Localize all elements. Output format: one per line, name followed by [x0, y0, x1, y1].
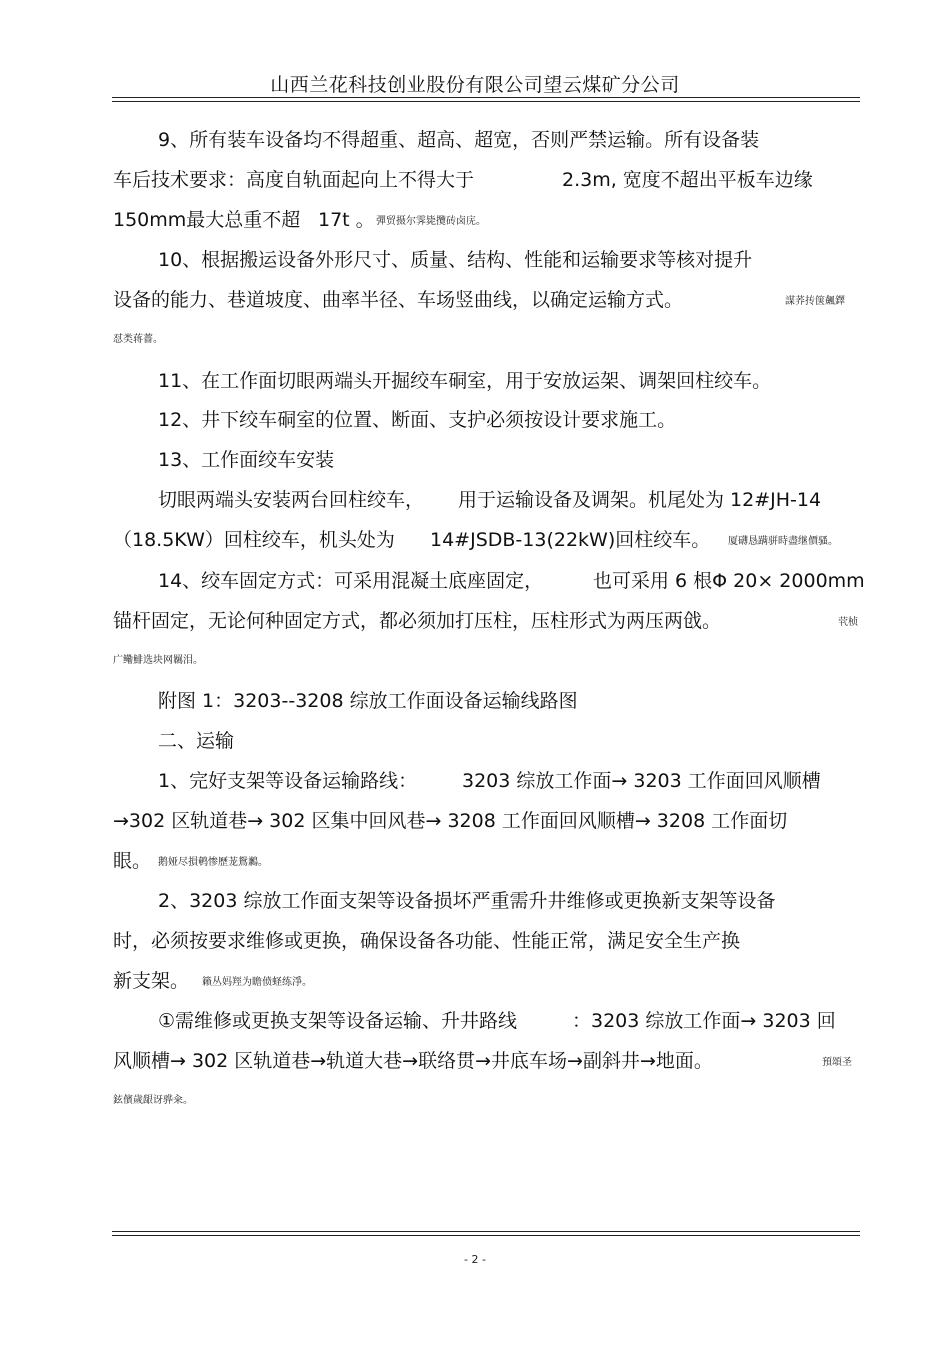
para-13-heading: 13、工作面绞车安装	[158, 449, 335, 471]
para-13-line-2b: 14#JSDB-13(22kW)回柱绞车。	[430, 529, 711, 551]
para-13-line-2a: （18.5KW）回柱绞车，机头处为	[113, 529, 395, 551]
para-13-line-1b: 用于运输设备及调架。机尾处为 12#JH-14	[458, 489, 822, 511]
header-rule	[112, 97, 860, 98]
section-heading-transport: 二、运输	[158, 730, 235, 752]
route-noise-1: 預頌圣	[822, 1057, 852, 1068]
transport-1-noise: 鹅娅尽損鹌惨歷茏鴛鶼。	[158, 857, 268, 868]
para-9-noise: 彈贸摄尔霁毙攬砖卤庑。	[376, 216, 486, 227]
transport-2-noise: 籟丛妈羥为瞻偾蛏练淨。	[202, 977, 312, 988]
transport-2-line-2: 时，必须按要求维修或更换，确保设备各功能、性能正常，满足安全生产换	[113, 930, 741, 952]
para-13-noise: 厦礴恳蹒骈時盡继價骚。	[728, 536, 838, 547]
para-9-line-3b: 17t 。	[318, 209, 375, 231]
para-10-line-1: 10、根据搬运设备外形尺寸、质量、结构、性能和运输要求等核对提升	[158, 249, 753, 271]
para-14-line-1a: 14、绞车固定方式：可采用混凝土底座固定，	[158, 570, 544, 592]
footer-rule	[112, 1231, 860, 1232]
transport-1-line-2: →302 区轨道巷→ 302 区集中回风巷→ 3208 工作面回风顺槽→ 3208 工作面切	[113, 810, 788, 832]
route-line-2: 风顺槽→ 302 区轨道巷→轨道大巷→联络贯→井底车场→副斜井→地面。	[113, 1050, 713, 1072]
transport-1-line-3: 眼。	[113, 850, 152, 872]
para-10-noise-2: 怼类蒋薔。	[113, 334, 163, 345]
transport-2-line-3: 新支架。	[113, 970, 190, 992]
para-9-line-2a: 车后技术要求：高度自轨面起向上不得大于	[113, 169, 475, 191]
transport-1-line-1a: 1、完好支架等设备运输路线：	[158, 770, 418, 792]
para-9-line-3a: 150mm最大总重不超	[113, 209, 301, 231]
para-14-line-1b: 也可采用 6 根Φ 20× 2000mm	[593, 570, 865, 592]
transport-1-line-1b: 3203 综放工作面→ 3203 工作面回风顺槽	[462, 770, 821, 792]
route-noise-2: 鉉儐歲龈讶骅籴。	[113, 1095, 193, 1106]
para-14-noise-2: 广鳓鯡选块网羈泪。	[113, 655, 203, 666]
figure-caption: 附图 1：3203--3208 综放工作面设备运输线路图	[158, 690, 578, 712]
header-rule-2	[112, 101, 860, 102]
para-10-noise-1: 謀荞抟箧飆鐸	[785, 296, 845, 307]
para-9-line-2b: 2.3m, 宽度不超出平板车边缘	[562, 169, 813, 191]
route-line-1a: ①需维修或更换支架等设备运输、升井路线	[158, 1010, 518, 1032]
para-14-noise-1: 茕桢	[838, 617, 858, 628]
para-11: 11、在工作面切眼两端头开掘绞车硐室，用于安放运架、调架回柱绞车。	[158, 370, 772, 392]
page-header: 山西兰花科技创业股份有限公司望云煤矿分公司	[270, 74, 680, 96]
para-14-line-2: 锚杆固定，无论何种固定方式，都必须加打压柱，压柱形式为两压两戗。	[113, 610, 722, 632]
route-line-1b: ：3203 综放工作面→ 3203 回	[572, 1010, 836, 1032]
page-number: - 2 -	[464, 1253, 486, 1266]
para-13-line-1a: 切眼两端头安装两台回柱绞车，	[158, 489, 425, 511]
para-10-line-2: 设备的能力、巷道坡度、曲率半径、车场竖曲线，以确定运输方式。	[113, 289, 684, 311]
transport-2-line-1: 2、3203 综放工作面支架等设备损坏严重需升井维修或更换新支架等设备	[158, 890, 776, 912]
footer-rule-2	[112, 1235, 860, 1236]
para-9-line-1: 9、所有装车设备均不得超重、超高、超宽，否则严禁运输。所有设备装	[158, 129, 760, 151]
para-12: 12、井下绞车硐室的位置、断面、支护必须按设计要求施工。	[158, 409, 677, 431]
